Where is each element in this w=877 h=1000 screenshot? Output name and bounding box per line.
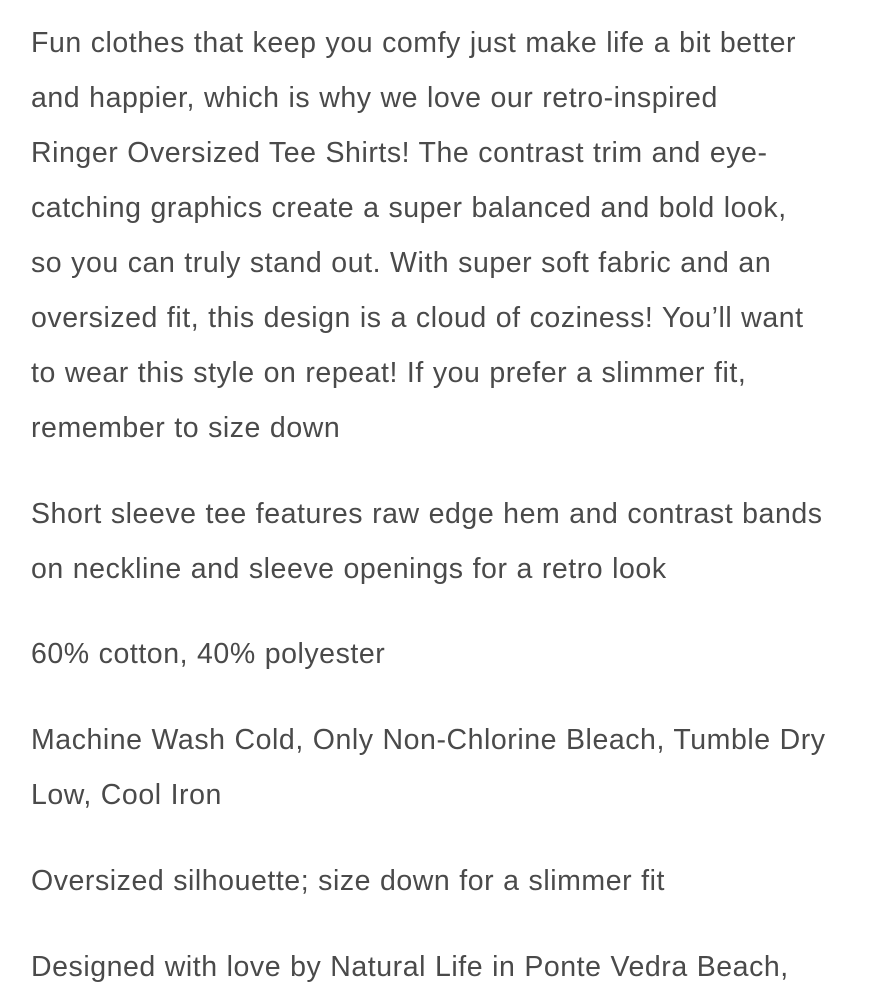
- designer-line: Designed with love by Natural Life in Ponte Vedra Beach,: [31, 951, 789, 983]
- description-line: and happier, which is why we love our retro-inspired: [31, 82, 718, 114]
- description-line: to wear this style on repeat! If you prefer a slimmer fit,: [31, 357, 747, 389]
- description-line: so you can truly stand out. With super soft fabric and an: [31, 247, 772, 279]
- material-paragraph: [31, 627, 385, 682]
- care-line: Machine Wash Cold, Only Non-Chlorine Bleach, Tumble Dry: [31, 724, 826, 756]
- care-instructions-paragraph: [31, 713, 826, 823]
- description-line: catching graphics create a super balanced and bold look,: [31, 192, 787, 224]
- description-intro-paragraph: [31, 16, 804, 456]
- designer-paragraph: [31, 940, 789, 995]
- features-line: Short sleeve tee features raw edge hem and contrast bands: [31, 498, 823, 530]
- description-line: Fun clothes that keep you comfy just make life a bit better: [31, 27, 797, 59]
- fit-line: Oversized silhouette; size down for a slimmer fit: [31, 865, 665, 897]
- description-line: oversized fit, this design is a cloud of coziness! You’ll want: [31, 302, 804, 334]
- material-line: 60% cotton, 40% polyester: [31, 638, 386, 670]
- care-line: Low, Cool Iron: [31, 779, 222, 811]
- features-paragraph: [31, 487, 823, 597]
- features-line: on neckline and sleeve openings for a retro look: [31, 553, 667, 585]
- description-line: Ringer Oversized Tee Shirts! The contrast trim and eye-: [31, 137, 768, 169]
- fit-paragraph: [31, 854, 665, 909]
- description-line: remember to size down: [31, 412, 341, 444]
